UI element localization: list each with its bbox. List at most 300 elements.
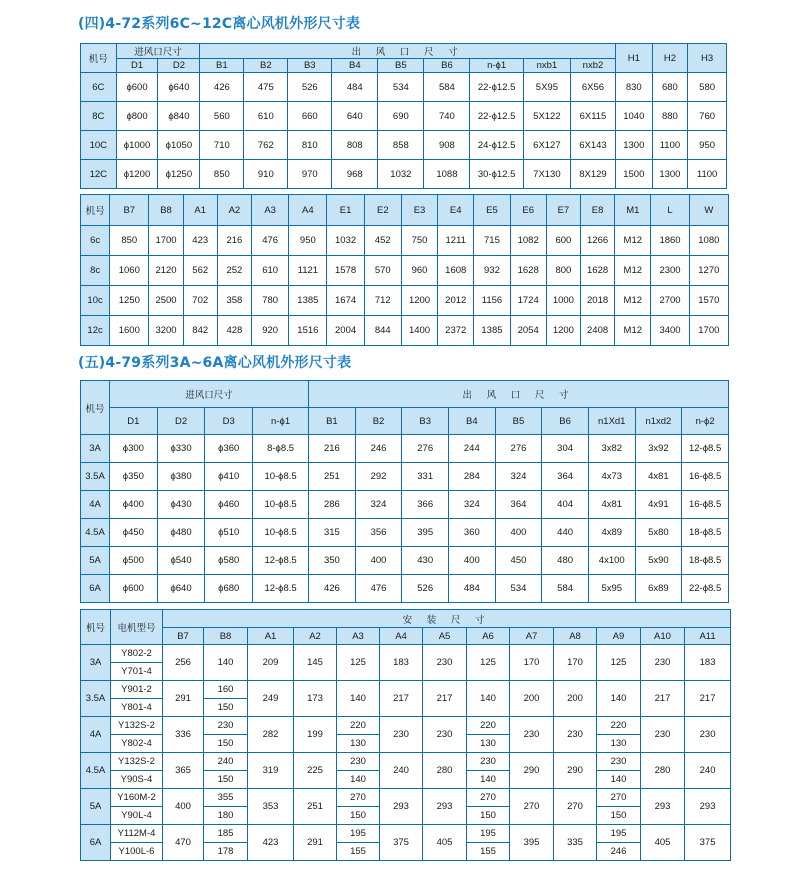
table-cell: M12 [615, 286, 651, 316]
table-row [81, 825, 731, 843]
table-cell: 2300 [651, 256, 689, 286]
table-cell: 400 [449, 547, 496, 575]
table-row [81, 408, 729, 435]
table-cell: 24-ϕ12.5 [470, 131, 523, 160]
table-cell: 16-ϕ8.5 [682, 463, 729, 491]
table-cell: 908 [424, 131, 470, 160]
table-cell: 251 [309, 463, 356, 491]
table-cell: 404 [542, 491, 589, 519]
table-row [81, 463, 729, 491]
header-cell: B4 [449, 408, 496, 435]
table-cell: 1628 [580, 256, 614, 286]
table-cell: 844 [364, 316, 401, 346]
header-cell: nxb2 [570, 59, 615, 73]
install-header: 安 装 尺 寸 [163, 610, 731, 628]
header-cell: 4A [81, 491, 110, 519]
table-cell: ϕ640 [158, 73, 200, 102]
table-cell: 3200 [149, 316, 183, 346]
table-row [81, 44, 727, 59]
table-cell: 150 [204, 735, 248, 753]
table-cell: 1156 [474, 286, 510, 316]
header-cell: E4 [438, 195, 474, 226]
model-cell: 6A [81, 825, 111, 861]
table-cell: 1385 [474, 316, 510, 346]
table-row [81, 131, 727, 160]
table-cell: 230 [685, 717, 731, 753]
table-cell: 230 [423, 645, 467, 681]
table-cell: 2500 [149, 286, 183, 316]
header-cell: E8 [580, 195, 614, 226]
header-cell: A4 [380, 628, 423, 645]
header-cell: E5 [474, 195, 510, 226]
table-cell: 10-ϕ8.5 [253, 491, 309, 519]
table-cell: 1674 [327, 286, 364, 316]
table-cell: 240 [380, 753, 423, 789]
table-cell: 430 [402, 547, 449, 575]
table-cell: 230 [510, 717, 554, 753]
table-cell: 1400 [401, 316, 437, 346]
table-cell: 170 [554, 645, 597, 681]
table-cell: 173 [294, 681, 337, 717]
table-cell: 284 [449, 463, 496, 491]
table-cell: 610 [252, 256, 289, 286]
table-cell: 1060 [110, 256, 149, 286]
table-cell: 290 [554, 753, 597, 789]
motor-cell: Y132S-2 [111, 753, 163, 771]
table-cell: ϕ360 [205, 435, 253, 463]
table-cell: 375 [380, 825, 423, 861]
header-cell: A3 [337, 628, 380, 645]
table-cell: 251 [294, 789, 337, 825]
header-cell: D2 [158, 59, 200, 73]
header-cell: A1 [248, 628, 294, 645]
table-cell: 209 [248, 645, 294, 681]
table-cell: 12-ϕ8.5 [253, 547, 309, 575]
table-row [81, 102, 727, 131]
table-cell: 660 [288, 102, 332, 131]
table-cell: 140 [337, 771, 380, 789]
header-cell: B1 [309, 408, 356, 435]
table-cell: 293 [685, 789, 731, 825]
table-cell: 240 [204, 753, 248, 771]
table-cell: ϕ540 [157, 547, 205, 575]
table-cell: 200 [554, 681, 597, 717]
table-cell: 534 [495, 575, 542, 603]
table-cell: 4x100 [588, 547, 635, 575]
table-cell: 183 [380, 645, 423, 681]
table-cell: 140 [597, 771, 641, 789]
table-cell: 230 [641, 717, 685, 753]
table-cell: ϕ430 [157, 491, 205, 519]
table-cell: 324 [495, 463, 542, 491]
table-cell: 155 [337, 843, 380, 861]
motor-cell: Y90L-4 [111, 807, 163, 825]
table-cell: M12 [615, 226, 651, 256]
table-cell: 5x80 [635, 519, 682, 547]
table-cell: 185 [204, 825, 248, 843]
table-cell: 10-ϕ8.5 [253, 519, 309, 547]
table-cell: 140 [467, 771, 510, 789]
header-cell: A4 [289, 195, 327, 226]
header-cell: A8 [554, 628, 597, 645]
header-cell: B8 [149, 195, 183, 226]
table-cell: 960 [401, 256, 437, 286]
table-row [81, 226, 729, 256]
table-cell: 331 [402, 463, 449, 491]
table-cell: 280 [423, 753, 467, 789]
table-cell: 304 [542, 435, 589, 463]
inlet-header: 进风口尺寸 [110, 381, 309, 408]
header-cell: 8C [81, 102, 117, 131]
table-cell: 570 [364, 256, 401, 286]
header-cell: E6 [510, 195, 546, 226]
model-cell: 4A [81, 717, 111, 753]
table-cell: 1266 [580, 226, 614, 256]
table-cell: 6X143 [570, 131, 615, 160]
table-cell: 286 [309, 491, 356, 519]
header-cell: B7 [110, 195, 149, 226]
table-cell: 920 [252, 316, 289, 346]
table-cell: 375 [685, 825, 731, 861]
header-cell: A2 [294, 628, 337, 645]
motor-cell: Y112M-4 [111, 825, 163, 843]
table-cell: 1100 [688, 160, 727, 189]
table-cell: 400 [355, 547, 402, 575]
table-cell: 230 [641, 645, 685, 681]
table-cell: 125 [337, 645, 380, 681]
table-cell: 690 [378, 102, 424, 131]
table-cell: 355 [204, 789, 248, 807]
table-cell: ϕ640 [157, 575, 205, 603]
header-cell: 6c [81, 226, 110, 256]
table-cell: 1082 [510, 226, 546, 256]
header-cell: D1 [110, 408, 158, 435]
table-cell: 270 [337, 789, 380, 807]
table-cell: 1100 [652, 131, 688, 160]
header-cell: L [651, 195, 689, 226]
table-cell: 350 [309, 547, 356, 575]
motor-cell: Y901-2 [111, 681, 163, 699]
table-cell: 22-ϕ8.5 [682, 575, 729, 603]
table-cell: 400 [495, 519, 542, 547]
header-cell: 4.5A [81, 519, 110, 547]
table-cell: 256 [163, 645, 204, 681]
table-cell: 365 [163, 753, 204, 789]
table-row [81, 645, 731, 663]
table-cell: 145 [294, 645, 337, 681]
table-cell: 292 [355, 463, 402, 491]
table-row [81, 610, 731, 628]
table-cell: 450 [495, 547, 542, 575]
table-cell: 155 [467, 843, 510, 861]
table-cell: 130 [467, 735, 510, 753]
table-cell: 405 [423, 825, 467, 861]
table-cell: 230 [204, 717, 248, 735]
table-cell: 1578 [327, 256, 364, 286]
outlet-header: 出 风 口 尺 寸 [200, 44, 616, 59]
table-cell: 130 [337, 735, 380, 753]
table-cell: 1200 [546, 316, 580, 346]
table-cell: 217 [423, 681, 467, 717]
motor-cell: Y132S-2 [111, 717, 163, 735]
table-cell: 140 [337, 681, 380, 717]
table-cell: 5X122 [523, 102, 570, 131]
table-row [81, 789, 731, 807]
table-cell: 452 [364, 226, 401, 256]
table-cell: 4x81 [588, 491, 635, 519]
header-cell: A1 [183, 195, 217, 226]
table-row [81, 628, 731, 645]
model-cell: 4.5A [81, 753, 111, 789]
table-row [81, 681, 731, 699]
table-cell: 480 [542, 547, 589, 575]
table-cell: 600 [546, 226, 580, 256]
table-cell: ϕ480 [157, 519, 205, 547]
motor-cell: Y802-4 [111, 735, 163, 753]
header-cell: B1 [200, 59, 244, 73]
table-cell: 910 [244, 160, 288, 189]
header-cell: n-ϕ1 [470, 59, 523, 73]
header-cell: E3 [401, 195, 437, 226]
table-row [81, 286, 729, 316]
header-cell: 12c [81, 316, 110, 346]
table-cell: 125 [467, 645, 510, 681]
table-cell: 476 [252, 226, 289, 256]
table-cell: 293 [641, 789, 685, 825]
table-cell: 324 [449, 491, 496, 519]
header-cell: D2 [157, 408, 205, 435]
table-cell: 270 [467, 789, 510, 807]
table-cell: 291 [294, 825, 337, 861]
table-cell: 526 [402, 575, 449, 603]
table-cell: 230 [467, 753, 510, 771]
table-cell: 405 [641, 825, 685, 861]
table-cell: 1385 [289, 286, 327, 316]
table-cell: 358 [217, 286, 251, 316]
table-cell: ϕ600 [110, 575, 158, 603]
table-cell: 3400 [651, 316, 689, 346]
motor-header: 电机型号 [111, 610, 163, 645]
table-cell: 2018 [580, 286, 614, 316]
table-cell: 1200 [401, 286, 437, 316]
table-cell: 610 [244, 102, 288, 131]
table-cell: 1121 [289, 256, 327, 286]
header-cell: 8c [81, 256, 110, 286]
table-cell: 160 [204, 681, 248, 699]
table-cell: 315 [309, 519, 356, 547]
table-cell: 246 [355, 435, 402, 463]
motor-cell: Y90S-4 [111, 771, 163, 789]
table-cell: 335 [554, 825, 597, 861]
table-cell: 2012 [438, 286, 474, 316]
header-cell: H3 [688, 44, 727, 73]
table-cell: ϕ840 [158, 102, 200, 131]
table-cell: 1000 [546, 286, 580, 316]
motor-cell: Y160M-2 [111, 789, 163, 807]
table-cell: 1628 [510, 256, 546, 286]
table-cell: 170 [510, 645, 554, 681]
table-cell: 476 [355, 575, 402, 603]
table-cell: 800 [546, 256, 580, 286]
motor-cell: Y701-4 [111, 663, 163, 681]
table-cell: 140 [597, 681, 641, 717]
table-cell: ϕ510 [205, 519, 253, 547]
table-cell: 584 [542, 575, 589, 603]
header-cell: D1 [116, 59, 158, 73]
header-cell: E2 [364, 195, 401, 226]
table-cell: 240 [685, 753, 731, 789]
table-cell: 5x90 [635, 547, 682, 575]
header-cell: 3A [81, 435, 110, 463]
table-cell: 1570 [689, 286, 728, 316]
table-cell: 230 [380, 717, 423, 753]
table-cell: 195 [337, 825, 380, 843]
table-cell: 950 [289, 226, 327, 256]
table-row [81, 316, 729, 346]
table-cell: 130 [597, 735, 641, 753]
table-cell: 428 [217, 316, 251, 346]
table-cell: ϕ680 [205, 575, 253, 603]
header-cell: nxb1 [523, 59, 570, 73]
table-cell: 178 [204, 843, 248, 861]
table-cell: 18-ϕ8.5 [682, 519, 729, 547]
header-cell: B2 [355, 408, 402, 435]
fan-4-79-install-table [80, 609, 731, 861]
table-cell: 4x73 [588, 463, 635, 491]
table-cell: 6X56 [570, 73, 615, 102]
header-cell: A10 [641, 628, 685, 645]
table-row [81, 160, 727, 189]
header-cell: D3 [205, 408, 253, 435]
table-cell: 1516 [289, 316, 327, 346]
header-cell: M1 [615, 195, 651, 226]
table-cell: ϕ1200 [116, 160, 158, 189]
table-row [81, 435, 729, 463]
table-cell: 830 [615, 73, 652, 102]
table-cell: 1040 [615, 102, 652, 131]
table-cell: ϕ600 [116, 73, 158, 102]
header-cell: 5A [81, 547, 110, 575]
header-cell: n1xd2 [635, 408, 682, 435]
header-cell: A11 [685, 628, 731, 645]
table-cell: ϕ500 [110, 547, 158, 575]
header-cell: A6 [467, 628, 510, 645]
table-cell: 140 [204, 645, 248, 681]
table-cell: 18-ϕ8.5 [682, 547, 729, 575]
table-cell: 2372 [438, 316, 474, 346]
table-cell: 276 [495, 435, 542, 463]
motor-cell: Y100L-6 [111, 843, 163, 861]
table-cell: 6X127 [523, 131, 570, 160]
header-cell: n-ϕ1 [253, 408, 309, 435]
table-cell: ϕ450 [110, 519, 158, 547]
table-cell: 1608 [438, 256, 474, 286]
table-cell: 200 [510, 681, 554, 717]
table-cell: 5X95 [523, 73, 570, 102]
table-cell: 760 [688, 102, 727, 131]
table-cell: ϕ1000 [116, 131, 158, 160]
table-cell: ϕ330 [157, 435, 205, 463]
section5-title: (五)4-79系列3A~6A离心风机外形尺寸表 [78, 355, 352, 371]
table-cell: 950 [688, 131, 727, 160]
table-cell: 560 [200, 102, 244, 131]
table-cell: 2408 [580, 316, 614, 346]
table-cell: 230 [337, 753, 380, 771]
table-row [81, 717, 731, 735]
table-row [81, 547, 729, 575]
table-cell: 810 [288, 131, 332, 160]
table-cell: 1088 [424, 160, 470, 189]
table-cell: 217 [685, 681, 731, 717]
header-cell: H1 [615, 44, 652, 73]
model-header: 机号 [81, 610, 111, 645]
header-cell: B6 [542, 408, 589, 435]
header-cell: A3 [252, 195, 289, 226]
table-cell: 280 [641, 753, 685, 789]
table-cell: 395 [510, 825, 554, 861]
table-cell: ϕ1250 [158, 160, 200, 189]
table-row [81, 519, 729, 547]
table-cell: 1300 [615, 131, 652, 160]
table-cell: 932 [474, 256, 510, 286]
table-cell: 353 [248, 789, 294, 825]
table-cell: 4x81 [635, 463, 682, 491]
header-cell: B5 [495, 408, 542, 435]
table-cell: 1032 [327, 226, 364, 256]
table-cell: M12 [615, 256, 651, 286]
table-cell: 249 [248, 681, 294, 717]
table-cell: 324 [355, 491, 402, 519]
header-cell: B8 [204, 628, 248, 645]
table-cell: 195 [597, 825, 641, 843]
table-cell: 715 [474, 226, 510, 256]
table-cell: 584 [424, 73, 470, 102]
table-cell: ϕ460 [205, 491, 253, 519]
table-cell: 216 [309, 435, 356, 463]
table-cell: ϕ800 [116, 102, 158, 131]
table-cell: 220 [337, 717, 380, 735]
table-cell: 150 [337, 807, 380, 825]
table-cell: ϕ300 [110, 435, 158, 463]
fan-4-72-dimension-table-1 [80, 43, 727, 189]
header-cell: A2 [217, 195, 251, 226]
table-row [81, 256, 729, 286]
table-cell: 230 [423, 717, 467, 753]
table-cell: 1500 [615, 160, 652, 189]
table-cell: 183 [685, 645, 731, 681]
table-cell: 230 [554, 717, 597, 753]
table-cell: 6X115 [570, 102, 615, 131]
table-cell: 1080 [689, 226, 728, 256]
table-cell: 220 [597, 717, 641, 735]
table-cell: 534 [378, 73, 424, 102]
table-cell: 850 [200, 160, 244, 189]
table-cell: 1700 [689, 316, 728, 346]
table-cell: 580 [688, 73, 727, 102]
table-cell: 2120 [149, 256, 183, 286]
table-cell: 423 [248, 825, 294, 861]
table-cell: 10-ϕ8.5 [253, 463, 309, 491]
header-cell: 6A [81, 575, 110, 603]
table-cell: 270 [510, 789, 554, 825]
table-cell: 356 [355, 519, 402, 547]
table-cell: 702 [183, 286, 217, 316]
table-cell: 423 [183, 226, 217, 256]
table-cell: 22-ϕ12.5 [470, 73, 523, 102]
table-cell: 2054 [510, 316, 546, 346]
table-cell: 470 [163, 825, 204, 861]
table-cell: 180 [204, 807, 248, 825]
